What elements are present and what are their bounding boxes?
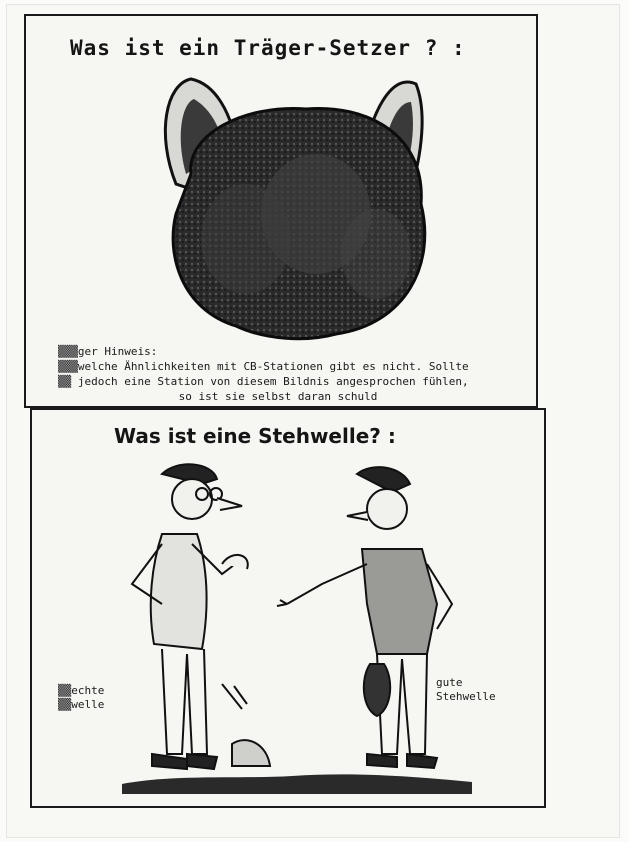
- top-panel-title: Was ist ein Träger-Setzer ? :: [70, 36, 466, 60]
- caption-good-line-1: gute: [436, 676, 463, 689]
- caption-bad-line-1: ▒▒echte: [58, 684, 105, 697]
- hint-line-2: ▒▒▒welche Ähnlichkeiten mit CB-Stationen gibt es nicht. Sollte: [58, 360, 469, 373]
- top-panel: [24, 14, 538, 408]
- cartoon-illustration: [92, 454, 512, 804]
- hint-line-3: ▒▒ jedoch eine Station von diesem Bildnis angesprochen fühlen,: [58, 375, 469, 388]
- right-figure: [277, 467, 452, 768]
- left-figure: [132, 464, 270, 769]
- caption-good-line-2: Stehwelle: [436, 690, 496, 703]
- bottom-panel-title: Was ist eine Stehwelle? :: [114, 424, 396, 448]
- good-standing-wave-caption: [436, 676, 496, 704]
- hint-line-1: ▒▒▒ger Hinweis:: [58, 345, 158, 358]
- hint-note: [58, 344, 528, 404]
- hint-line-4: so ist sie selbst daran schuld: [178, 390, 378, 403]
- caption-bad-line-2: ▒▒welle: [58, 698, 105, 711]
- ears-illustration: [136, 64, 436, 344]
- bottom-panel: [30, 408, 546, 808]
- bad-standing-wave-caption: [58, 684, 104, 712]
